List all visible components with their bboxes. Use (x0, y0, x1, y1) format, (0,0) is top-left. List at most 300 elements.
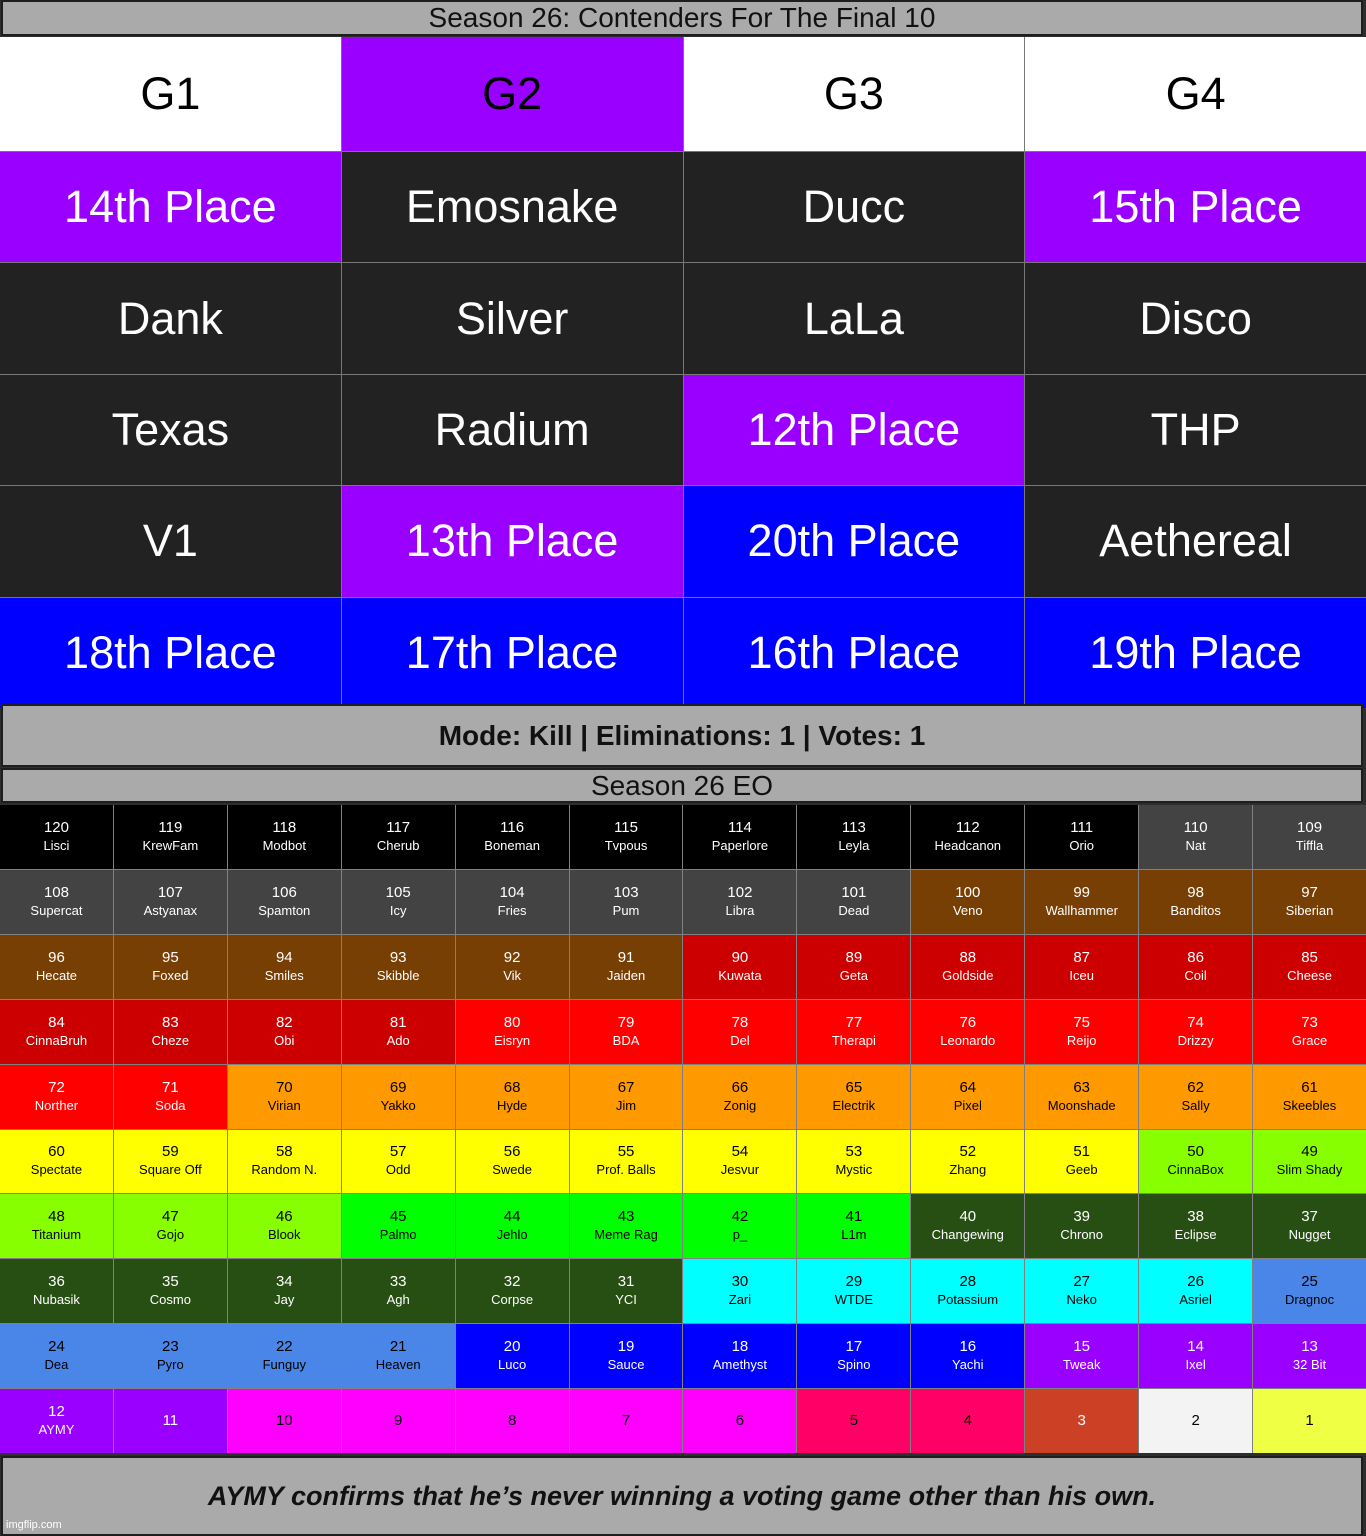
eo-name: Norther (34, 1097, 79, 1113)
eo-cell (456, 1389, 569, 1453)
eo-rank: 36 (48, 1273, 65, 1291)
groups-table (0, 37, 1366, 708)
eo-name: Coil (1184, 967, 1207, 983)
eo-rank: 98 (1187, 883, 1204, 901)
eo-rank: 82 (275, 1013, 293, 1031)
group-cell: 20th Place (684, 486, 1025, 596)
eo-rank: 18 (731, 1338, 749, 1356)
eo-rank: 99 (1073, 883, 1091, 901)
eo-name: Hecate (35, 967, 78, 983)
eo-cell (114, 805, 227, 869)
eo-rank: 16 (959, 1338, 977, 1356)
eo-name: Orio (1069, 837, 1094, 853)
eo-name: Slim Shady (1276, 1162, 1343, 1178)
eo-name: Virian (267, 1097, 301, 1113)
eo-cell (114, 1389, 227, 1453)
eo-name: Random N. (251, 1162, 318, 1178)
eo-rank: 97 (1301, 883, 1318, 901)
eo-rank: 91 (617, 948, 635, 966)
eo-name: Sally (1181, 1097, 1210, 1113)
eo-rank: 84 (48, 1013, 65, 1031)
eo-name: Meme Rag (594, 1227, 658, 1243)
eo-cell (683, 870, 796, 934)
eo-cell (0, 935, 113, 999)
eo-rank: 87 (1073, 948, 1091, 966)
eo-name: L1m (841, 1227, 867, 1243)
eo-cell (911, 1389, 1024, 1453)
eo-rank: 93 (389, 948, 407, 966)
eo-rank: 38 (1187, 1208, 1204, 1226)
eo-name: Dead (838, 902, 870, 918)
eo-cell (570, 1324, 683, 1388)
eo-rank: 69 (389, 1078, 407, 1096)
eo-cell (0, 1324, 113, 1388)
eo-rank: 41 (845, 1208, 863, 1226)
eo-name: Tweak (1062, 1357, 1101, 1373)
eo-name: Palmo (379, 1227, 417, 1243)
eo-rank: 8 (507, 1412, 517, 1430)
eo-name: Changewing (931, 1227, 1004, 1243)
eo-name: Pyro (157, 1357, 184, 1373)
eo-cell (456, 1194, 569, 1258)
eo-name: Del (730, 1032, 750, 1048)
eo-cell (683, 1065, 796, 1129)
eo-name: Heaven (375, 1357, 421, 1373)
eo-cell (911, 870, 1024, 934)
eo-rank: 20 (503, 1338, 521, 1356)
eo-rank: 26 (1187, 1273, 1204, 1291)
eo-rank: 34 (275, 1273, 293, 1291)
eo-cell (570, 805, 683, 869)
eo-cell (1253, 1130, 1366, 1194)
eo-cell (0, 1000, 113, 1064)
eo-rank: 32 (503, 1273, 521, 1291)
eo-name: Iceu (1069, 967, 1094, 983)
eo-cell (342, 1324, 455, 1388)
eo-rank: 100 (955, 883, 981, 901)
eo-cell (1025, 1000, 1138, 1064)
eo-name: BDA (612, 1032, 640, 1048)
eo-rank: 65 (845, 1078, 863, 1096)
eo-rank: 31 (617, 1273, 635, 1291)
eo-cell (911, 1194, 1024, 1258)
eo-cell (911, 935, 1024, 999)
eo-name: Gojo (156, 1227, 185, 1243)
eo-name: WTDE (834, 1292, 873, 1308)
eo-cell (570, 1000, 683, 1064)
eo-rank: 48 (48, 1208, 65, 1226)
group-cell: V1 (0, 486, 341, 596)
eo-name: Icy (389, 902, 407, 918)
eo-name: Vik (503, 967, 522, 983)
eo-cell (228, 1324, 341, 1388)
group-header-4: G4 (1025, 37, 1366, 151)
eo-rank: 107 (157, 883, 183, 901)
eo-rank: 78 (731, 1013, 749, 1031)
eo-name: Agh (386, 1292, 410, 1308)
eo-rank: 83 (162, 1013, 179, 1031)
eo-name: Nubasik (32, 1292, 80, 1308)
eo-cell (1025, 1130, 1138, 1194)
eo-name: Neko (1066, 1292, 1097, 1308)
eo-cell (0, 1194, 113, 1258)
group-cell: 15th Place (1025, 152, 1366, 262)
eo-name: Ado (386, 1032, 410, 1048)
eo-cell (228, 1065, 341, 1129)
eo-cell (797, 1389, 910, 1453)
eo-cell (456, 935, 569, 999)
eo-name: Zhang (949, 1162, 987, 1178)
eo-title: Season 26 EO (1, 768, 1363, 803)
eo-cell (342, 1130, 455, 1194)
eo-cell (1139, 805, 1252, 869)
eo-cell (228, 805, 341, 869)
eo-cell (1025, 1259, 1138, 1323)
eo-rank: 62 (1187, 1078, 1204, 1096)
eo-rank: 50 (1187, 1143, 1204, 1161)
caption: AYMY confirms that he’s never winning a voting game other than his own. (1, 1456, 1363, 1536)
eo-cell (228, 1389, 341, 1453)
eo-cell (797, 1194, 910, 1258)
eo-rank: 5 (849, 1412, 859, 1430)
eo-rank: 11 (162, 1412, 179, 1430)
eo-cell (911, 1000, 1024, 1064)
eo-rank: 114 (727, 818, 752, 836)
eo-rank: 2 (1191, 1412, 1200, 1430)
eo-cell (1253, 1324, 1366, 1388)
eo-name: Spectate (30, 1162, 83, 1178)
eo-rank: 59 (162, 1143, 179, 1161)
group-cell: Ducc (684, 152, 1025, 262)
eo-rank: 120 (43, 818, 69, 836)
eo-cell (1139, 1065, 1252, 1129)
eo-name: 32 Bit (1292, 1357, 1327, 1373)
eo-name: Amethyst (712, 1357, 768, 1373)
eo-name: Skeebles (1282, 1097, 1337, 1113)
eo-rank: 67 (617, 1078, 635, 1096)
group-cell: Emosnake (342, 152, 683, 262)
eo-cell (797, 1000, 910, 1064)
eo-rank: 119 (158, 818, 183, 836)
eo-rank: 68 (503, 1078, 521, 1096)
eo-cell (1253, 1065, 1366, 1129)
eo-cell (114, 1065, 227, 1129)
eo-cell (1025, 1389, 1138, 1453)
eo-name: Moonshade (1047, 1097, 1116, 1113)
eo-rank: 17 (845, 1338, 863, 1356)
eo-cell (683, 1324, 796, 1388)
eo-cell (114, 1259, 227, 1323)
eo-cell (1253, 1194, 1366, 1258)
eo-rank: 49 (1301, 1143, 1318, 1161)
eo-name: Paperlore (711, 837, 769, 853)
eo-rank: 24 (48, 1338, 65, 1356)
eo-name: Therapi (831, 1032, 876, 1048)
eo-name: Blook (268, 1227, 301, 1243)
eo-cell (1139, 1324, 1252, 1388)
eo-cell (1139, 1000, 1252, 1064)
eo-cell (1253, 1389, 1366, 1453)
eo-rank: 88 (959, 948, 977, 966)
group-cell: 14th Place (0, 152, 341, 262)
eo-name: Spamton (258, 902, 311, 918)
eo-cell (1139, 935, 1252, 999)
eo-name: Wallhammer (1045, 902, 1118, 918)
eo-rank: 53 (845, 1143, 863, 1161)
eo-cell (797, 1130, 910, 1194)
group-header-1: G1 (0, 37, 341, 151)
group-cell: Disco (1025, 263, 1366, 373)
eo-rank: 55 (617, 1143, 635, 1161)
eo-name: AYMY (38, 1422, 75, 1438)
eo-name: Yakko (380, 1097, 416, 1113)
eo-name: Swede (492, 1162, 532, 1178)
eo-cell (456, 1000, 569, 1064)
eo-name: Hyde (496, 1097, 528, 1113)
eo-rank: 61 (1301, 1078, 1318, 1096)
eo-name: YCI (615, 1292, 637, 1308)
eo-rank: 104 (499, 883, 525, 901)
eo-name: Chrono (1060, 1227, 1104, 1243)
eo-cell (683, 935, 796, 999)
eo-cell (911, 1324, 1024, 1388)
eo-cell (0, 1130, 113, 1194)
eo-name: Pixel (953, 1097, 982, 1113)
eo-cell (342, 1389, 455, 1453)
eo-name: Siberian (1285, 902, 1334, 918)
eo-rank: 43 (617, 1208, 635, 1226)
eo-cell (570, 1130, 683, 1194)
eo-name: Supercat (30, 902, 83, 918)
eo-name: Libra (725, 902, 755, 918)
eo-rank: 27 (1073, 1273, 1091, 1291)
group-cell: Silver (342, 263, 683, 373)
eo-cell (114, 935, 227, 999)
eo-name: Foxed (152, 967, 189, 983)
eo-cell (228, 1194, 341, 1258)
eo-cell (0, 870, 113, 934)
eo-cell (570, 1259, 683, 1323)
eo-rank: 6 (735, 1412, 745, 1430)
eo-cell (342, 870, 455, 934)
eo-name: Leyla (838, 837, 870, 853)
eo-name: Zari (728, 1292, 752, 1308)
eo-name: Leonardo (940, 1032, 996, 1048)
eo-name: Goldside (942, 967, 994, 983)
eo-rank: 77 (845, 1013, 863, 1031)
eo-rank: 101 (841, 883, 867, 901)
group-cell: Dank (0, 263, 341, 373)
eo-name: Reijo (1066, 1032, 1097, 1048)
eo-rank: 75 (1073, 1013, 1091, 1031)
eo-rank: 109 (1297, 818, 1323, 836)
eo-name: Veno (952, 902, 983, 918)
eo-cell (1025, 805, 1138, 869)
eo-name: Fries (497, 902, 527, 918)
eo-name: Jehlo (496, 1227, 528, 1243)
eo-rank: 111 (1070, 818, 1094, 836)
eo-rank: 23 (162, 1338, 179, 1356)
eo-rank: 29 (845, 1273, 863, 1291)
eo-name: Square Off (139, 1162, 202, 1178)
eo-name: Corpse (491, 1292, 534, 1308)
eo-cell (1139, 870, 1252, 934)
eo-cell (570, 935, 683, 999)
eo-name: Potassium (937, 1292, 999, 1308)
eo-cell (342, 1000, 455, 1064)
eo-name: Boneman (484, 837, 540, 853)
eo-cell (1139, 1130, 1252, 1194)
page-title: Season 26: Contenders For The Final 10 (1, 0, 1363, 36)
eo-cell (911, 1130, 1024, 1194)
eo-cell (114, 1000, 227, 1064)
eo-rank: 102 (727, 883, 753, 901)
eo-name: Drizzy (1177, 1032, 1214, 1048)
group-cell: THP (1025, 375, 1366, 485)
eo-rank: 44 (503, 1208, 521, 1226)
eo-rank: 57 (389, 1143, 407, 1161)
eo-name: Jaiden (606, 967, 646, 983)
eo-name: Dea (44, 1357, 69, 1373)
eo-cell (911, 805, 1024, 869)
group-cell: 19th Place (1025, 598, 1366, 708)
eo-cell (456, 1130, 569, 1194)
eo-rank: 52 (959, 1143, 977, 1161)
eo-name: Spino (837, 1357, 871, 1373)
eo-rank: 9 (394, 1412, 403, 1430)
eo-name: CinnaBruh (25, 1032, 88, 1048)
eo-cell (911, 1065, 1024, 1129)
eo-rank: 117 (386, 818, 411, 836)
eo-name: Cosmo (149, 1292, 191, 1308)
eo-rank: 35 (162, 1273, 179, 1291)
eo-name: Asriel (1179, 1292, 1212, 1308)
eo-rank: 73 (1301, 1013, 1318, 1031)
eo-rank: 42 (731, 1208, 749, 1226)
mode-banner: Mode: Kill | Eliminations: 1 | Votes: 1 (1, 704, 1363, 767)
eo-rank: 21 (389, 1338, 407, 1356)
eo-cell (228, 1130, 341, 1194)
eo-name: Banditos (1170, 902, 1221, 918)
eo-name: Geta (839, 967, 868, 983)
eo-cell (228, 870, 341, 934)
eo-cell (1139, 1194, 1252, 1258)
eo-rank: 110 (1183, 818, 1208, 836)
group-header-3: G3 (684, 37, 1025, 151)
eo-rank: 89 (845, 948, 863, 966)
group-cell: 13th Place (342, 486, 683, 596)
eo-cell (0, 1065, 113, 1129)
eo-cell (683, 1389, 796, 1453)
eo-rank: 81 (389, 1013, 407, 1031)
eo-cell (456, 1065, 569, 1129)
eo-cell (228, 1259, 341, 1323)
eo-cell (1025, 870, 1138, 934)
eo-name: Soda (155, 1097, 186, 1113)
eo-name: Cheze (151, 1032, 190, 1048)
eo-cell (0, 805, 113, 869)
eo-name: p_ (732, 1227, 748, 1243)
eo-cell (797, 870, 910, 934)
group-header-2: G2 (342, 37, 683, 151)
eo-rank: 15 (1073, 1338, 1091, 1356)
eo-name: Jim (615, 1097, 637, 1113)
eo-rank: 40 (959, 1208, 977, 1226)
eo-rank: 7 (621, 1412, 631, 1430)
eo-cell (570, 870, 683, 934)
eo-name: Electrik (832, 1097, 876, 1113)
eo-name: Modbot (262, 837, 306, 853)
eo-name: Jay (274, 1292, 295, 1308)
eo-name: Geeb (1065, 1162, 1098, 1178)
eo-name: Dragnoc (1284, 1292, 1335, 1308)
eo-name: Eisryn (494, 1032, 531, 1048)
eo-cell (797, 805, 910, 869)
eo-name: Nugget (1288, 1227, 1331, 1243)
eo-cell (1253, 1259, 1366, 1323)
eo-rank: 115 (614, 818, 638, 836)
eo-cell (797, 1259, 910, 1323)
eo-rank: 4 (963, 1412, 972, 1430)
eo-name: Odd (385, 1162, 411, 1178)
eo-name: Titanium (31, 1227, 82, 1243)
eo-rank: 64 (959, 1078, 977, 1096)
eo-name: Zonig (723, 1097, 757, 1113)
eo-cell (911, 1259, 1024, 1323)
eo-rank: 1 (1305, 1412, 1314, 1430)
eo-rank: 45 (389, 1208, 407, 1226)
eo-rank: 85 (1301, 948, 1318, 966)
eo-cell (797, 935, 910, 999)
eo-rank: 105 (385, 883, 411, 901)
eo-cell (342, 805, 455, 869)
eo-name: Yachi (952, 1357, 984, 1373)
eo-cell (683, 1000, 796, 1064)
watermark: imgflip.com (6, 1519, 62, 1531)
eo-cell (1139, 1389, 1252, 1453)
eo-cell (797, 1065, 910, 1129)
eo-name: Luco (498, 1357, 527, 1373)
eo-cell (114, 870, 227, 934)
eo-name: Funguy (262, 1357, 306, 1373)
group-cell: Texas (0, 375, 341, 485)
eo-cell (570, 1389, 683, 1453)
eo-rank: 54 (731, 1143, 749, 1161)
eo-cell (228, 935, 341, 999)
eo-name: Prof. Balls (596, 1162, 656, 1178)
eo-rank: 39 (1073, 1208, 1091, 1226)
eo-name: Cheese (1287, 967, 1332, 983)
eo-name: Cherub (376, 837, 420, 853)
eo-cell (0, 1389, 113, 1453)
eo-cell (1253, 935, 1366, 999)
eo-cell (114, 1324, 227, 1388)
eo-rank: 10 (275, 1412, 293, 1430)
eo-rank: 106 (271, 883, 297, 901)
eo-rank: 60 (48, 1143, 65, 1161)
eo-rank: 28 (959, 1273, 977, 1291)
eo-name: Kuwata (718, 967, 762, 983)
eo-rank: 72 (48, 1078, 65, 1096)
eo-rank: 112 (955, 818, 980, 836)
eo-name: Obi (274, 1032, 295, 1048)
eo-rank: 90 (731, 948, 749, 966)
eo-rank: 19 (617, 1338, 635, 1356)
eo-cell (342, 935, 455, 999)
eo-name: Jesvur (720, 1162, 760, 1178)
eo-rank: 70 (275, 1078, 293, 1096)
eo-cell (342, 1065, 455, 1129)
